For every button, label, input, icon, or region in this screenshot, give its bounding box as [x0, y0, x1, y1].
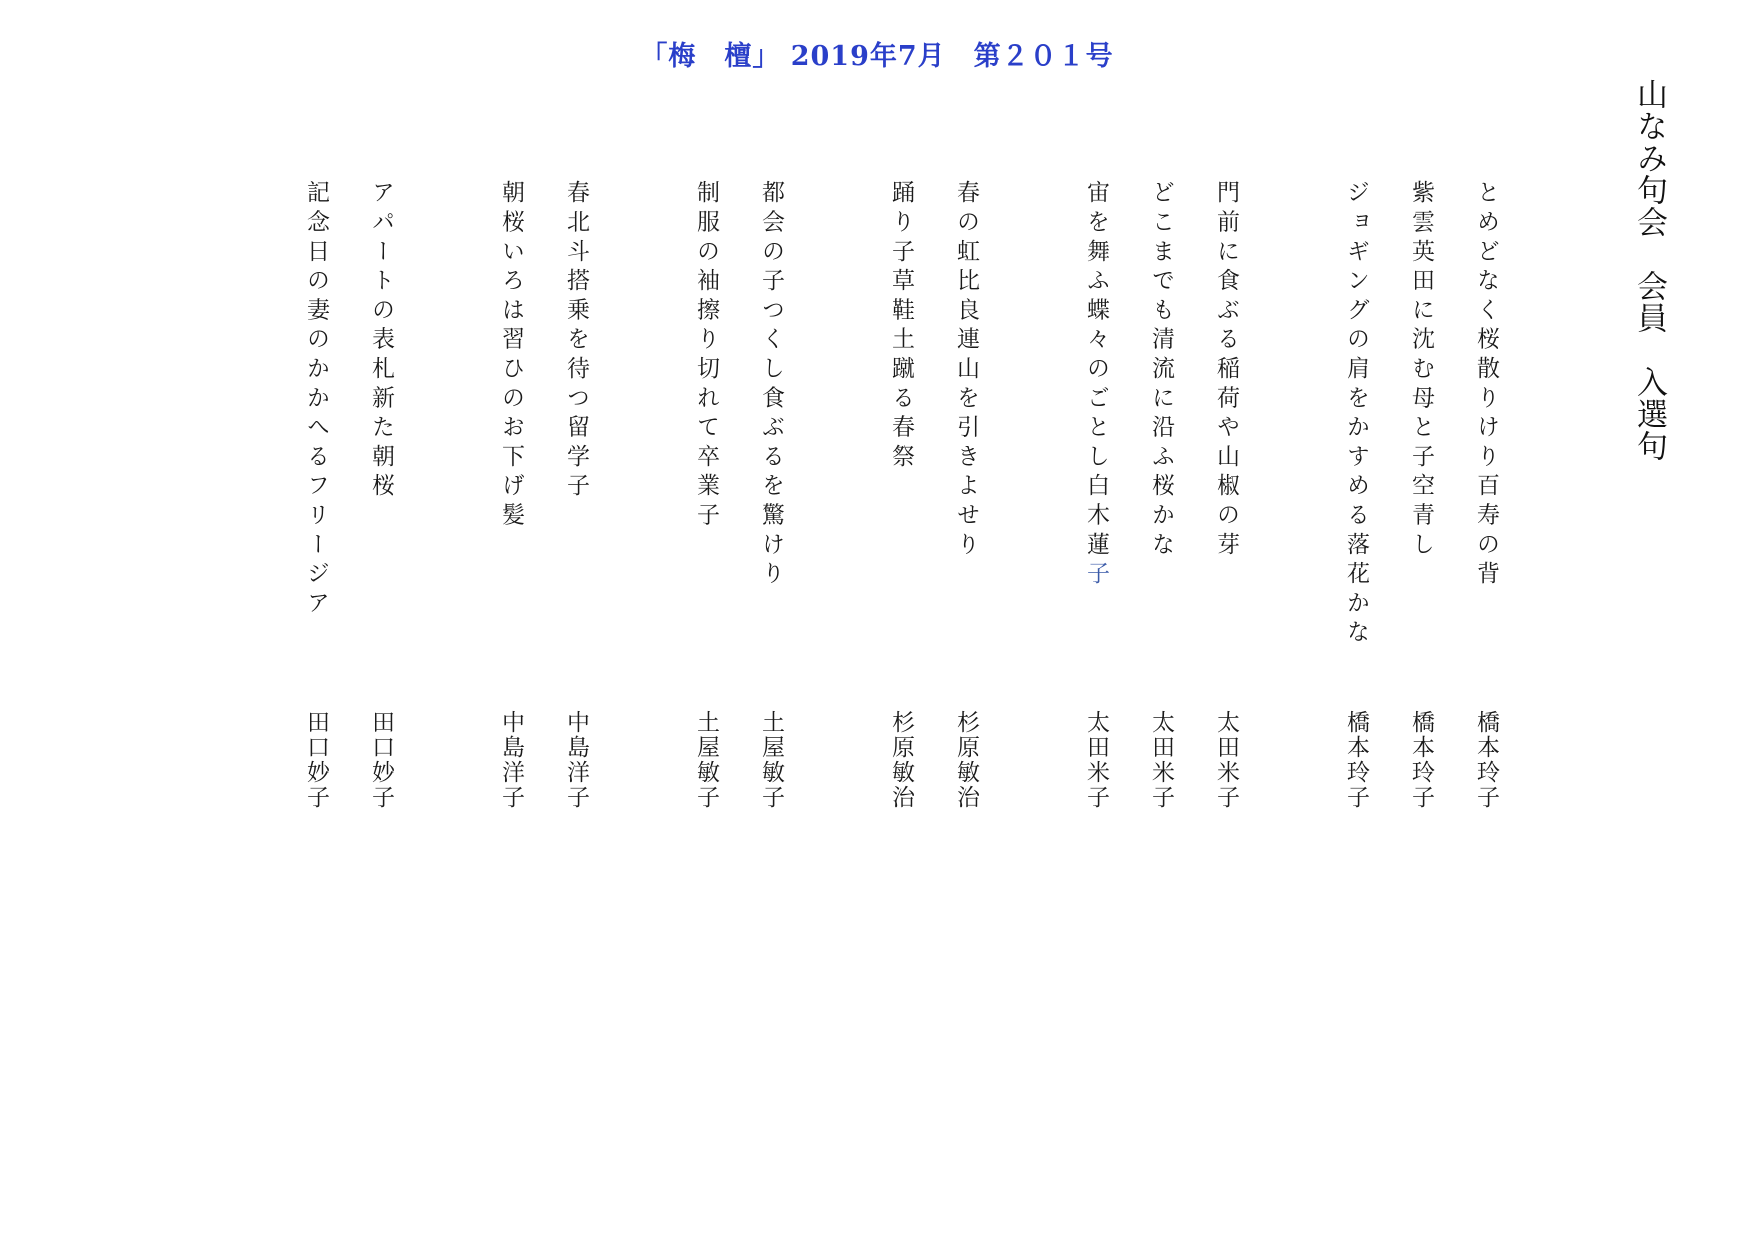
haiku-author: 太田米子 [1213, 710, 1239, 810]
haiku-entry [491, 180, 531, 1080]
haiku-author: 橋本玲子 [1473, 710, 1499, 810]
haiku-text: 春の虹比良連山を引きよせり [953, 180, 979, 561]
haiku-text-accent: 子 [1083, 560, 1109, 591]
haiku-entry [1401, 180, 1441, 1080]
haiku-text: 制服の袖擦り切れて卒業子 [693, 180, 719, 532]
haiku-text: 記念日の妻のかかへるフリージア [303, 180, 329, 620]
haiku-author: 土屋敏子 [758, 710, 784, 810]
haiku-author: 太田米子 [1148, 710, 1174, 810]
haiku-entry [686, 180, 726, 1080]
section-title: 山なみ句会 会員 入選句 [1631, 78, 1667, 462]
haiku-text: 門前に食ぶる稲荷や山椒の芽 [1213, 180, 1239, 561]
haiku-entry [881, 180, 921, 1080]
haiku-author: 田口妙子 [303, 710, 329, 810]
haiku-text [1076, 180, 1116, 590]
haiku-author: 杉原敏治 [953, 710, 979, 810]
haiku-author: 中島洋子 [563, 710, 589, 810]
haiku-text: 踊り子草鞋土蹴る春祭 [888, 180, 914, 473]
haiku-text: どこまでも清流に沿ふ桜かな [1148, 180, 1174, 561]
haiku-entry [1141, 180, 1181, 1080]
haiku-author: 田口妙子 [368, 710, 394, 810]
haiku-text: 春北斗搭乗を待つ留学子 [563, 180, 589, 503]
haiku-entry [1466, 180, 1506, 1080]
haiku-text: ジョギングの肩をかすめる落花かな [1343, 180, 1369, 649]
haiku-entry [296, 180, 336, 1080]
haiku-author: 橋本玲子 [1408, 710, 1434, 810]
haiku-text: アパートの表札新た朝桜 [368, 180, 394, 503]
haiku-entry [1336, 180, 1376, 1080]
haiku-text: 紫雲英田に沈む母と子空青し [1408, 180, 1434, 561]
haiku-text: とめどなく桜散りけり百寿の背 [1473, 180, 1499, 591]
haiku-entry [361, 180, 401, 1080]
haiku-author: 土屋敏子 [693, 710, 719, 810]
haiku-entry [751, 180, 791, 1080]
newsletter-header: 「梅 檀」 2019年7月 第２０１号 [640, 41, 1114, 72]
haiku-author: 中島洋子 [498, 710, 524, 810]
haiku-author: 杉原敏治 [888, 710, 914, 810]
haiku-entry [946, 180, 986, 1080]
haiku-text: 朝桜いろは習ひのお下げ髪 [498, 180, 524, 532]
haiku-entry [1206, 180, 1246, 1080]
haiku-entry [556, 180, 596, 1080]
haiku-text: 都会の子つくし食ぶるを驚けり [758, 180, 784, 591]
haiku-author: 橋本玲子 [1343, 710, 1369, 810]
haiku-text-main: 宙を舞ふ蝶々のごとし白木蓮 [1083, 180, 1109, 561]
haiku-entry [1076, 180, 1116, 1080]
haiku-author: 太田米子 [1083, 710, 1109, 810]
